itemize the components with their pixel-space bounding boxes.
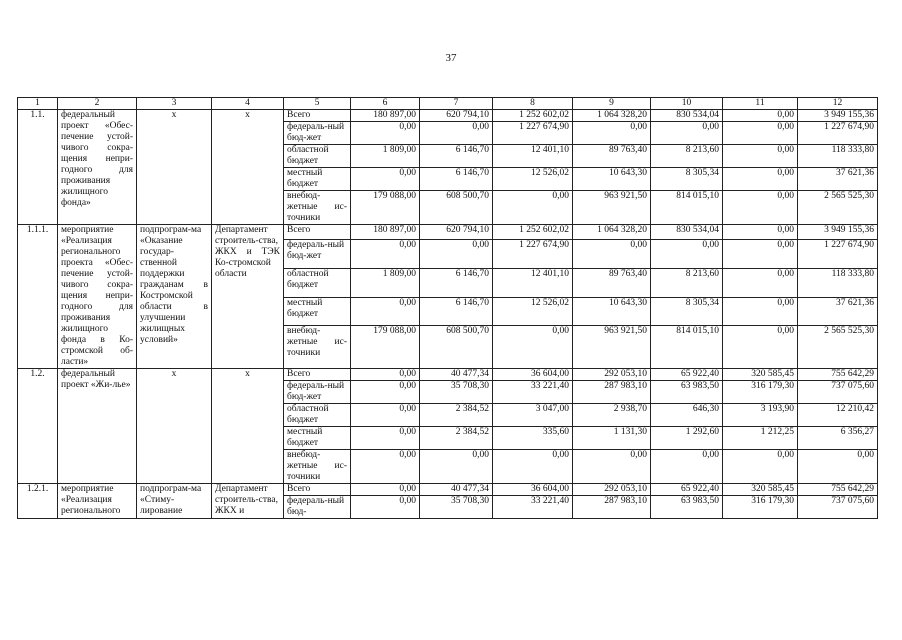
amount-cell: 12 210,42	[798, 404, 878, 427]
amount-cell: 12 526,02	[493, 297, 573, 326]
amount-cell: 1 064 328,20	[573, 110, 651, 122]
amount-cell: 608 500,70	[420, 191, 493, 225]
amount-cell: 6 146,70	[420, 268, 493, 297]
amount-cell: 1 131,30	[573, 427, 651, 450]
amount-cell: 89 763,40	[573, 145, 651, 168]
amount-cell: 0,00	[420, 240, 493, 269]
amount-cell: 0,00	[493, 450, 573, 484]
amount-cell: 179 088,00	[351, 326, 420, 369]
amount-cell: 3 193,90	[723, 404, 798, 427]
amount-cell: 0,00	[651, 450, 723, 484]
measure-name: мероприятие «Реализация регионального проекта «Обес-печение устой-чивого сокра-щения непри-годного для проживания жилищного фонда в Ко-стромской об-ласти»	[58, 225, 137, 369]
table-row	[18, 225, 878, 240]
funding-source: областной бюджет	[284, 268, 351, 297]
amount-cell: 0,00	[798, 450, 878, 484]
amount-cell: 963 921,50	[573, 191, 651, 225]
amount-cell: 3 949 155,36	[798, 225, 878, 240]
amount-cell: 0,00	[573, 122, 651, 145]
table-row	[18, 369, 878, 381]
amount-cell: 0,00	[351, 450, 420, 484]
amount-cell: 1 227 674,90	[798, 122, 878, 145]
funding-source: областной бюджет	[284, 404, 351, 427]
funding-source: внебюд-жетные ис-точники	[284, 191, 351, 225]
amount-cell: 8 305,34	[651, 297, 723, 326]
amount-cell: 830 534,04	[651, 110, 723, 122]
amount-cell: 0,00	[351, 297, 420, 326]
amount-cell: 0,00	[723, 326, 798, 369]
amount-cell: 2 938,70	[573, 404, 651, 427]
amount-cell: 12 401,10	[493, 145, 573, 168]
amount-cell: 6 146,70	[420, 297, 493, 326]
page-number: 37	[445, 52, 457, 64]
amount-cell: 0,00	[723, 268, 798, 297]
column-header: 5	[284, 98, 351, 110]
measure-name: федеральный проект «Жи-лье»	[58, 369, 137, 484]
amount-cell: 335,60	[493, 427, 573, 450]
amount-cell: 6 146,70	[420, 145, 493, 168]
amount-cell: 0,00	[573, 450, 651, 484]
row-id: 1.2.1.	[18, 484, 58, 519]
amount-cell: 814 015,10	[651, 326, 723, 369]
funding-source: областной бюджет	[284, 145, 351, 168]
column-header: 11	[723, 98, 798, 110]
amount-cell: 737 075,60	[798, 496, 878, 519]
amount-cell: 755 642,29	[798, 369, 878, 381]
responsible-executor: Департамент строитель-ства, ЖКХ и ТЭК Ко-стромской области	[212, 225, 284, 369]
amount-cell: 40 477,34	[420, 369, 493, 381]
amount-cell: 0,00	[723, 168, 798, 191]
amount-cell: 1 809,00	[351, 268, 420, 297]
funding-source: Всего	[284, 225, 351, 240]
amount-cell: 36 604,00	[493, 484, 573, 496]
amount-cell: 2 565 525,30	[798, 326, 878, 369]
funding-source: Всего	[284, 484, 351, 496]
amount-cell: 33 221,40	[493, 381, 573, 404]
funding-source: местный бюджет	[284, 427, 351, 450]
amount-cell: 646,30	[651, 404, 723, 427]
column-header: 4	[212, 98, 284, 110]
amount-cell: 1 227 674,90	[798, 240, 878, 269]
measure-name: мероприятие «Реализация регионального	[58, 484, 137, 519]
funding-source: Всего	[284, 110, 351, 122]
subprogram: подпрограм-ма «Стиму-лирование	[137, 484, 212, 519]
funding-source: Всего	[284, 369, 351, 381]
amount-cell: 2 384,52	[420, 427, 493, 450]
funding-source: федераль-ный бюд-	[284, 496, 351, 519]
funding-source: внебюд-жетные ис-точники	[284, 326, 351, 369]
amount-cell: 0,00	[723, 122, 798, 145]
amount-cell: 0,00	[420, 122, 493, 145]
amount-cell: 0,00	[573, 240, 651, 269]
row-id: 1.1.	[18, 110, 58, 225]
column-header: 6	[351, 98, 420, 110]
budget-table	[17, 97, 878, 519]
amount-cell: 0,00	[723, 297, 798, 326]
funding-source: федераль-ный бюд-жет	[284, 381, 351, 404]
amount-cell: 2 384,52	[420, 404, 493, 427]
amount-cell: 3 047,00	[493, 404, 573, 427]
amount-cell: 1 064 328,20	[573, 225, 651, 240]
amount-cell: 8 213,60	[651, 145, 723, 168]
amount-cell: 0,00	[351, 122, 420, 145]
amount-cell: 0,00	[420, 450, 493, 484]
amount-cell: 1 227 674,90	[493, 240, 573, 269]
amount-cell: 8 213,60	[651, 268, 723, 297]
amount-cell: 10 643,30	[573, 297, 651, 326]
responsible-executor: х	[212, 110, 284, 225]
row-id: 1.2.	[18, 369, 58, 484]
column-header: 1	[18, 98, 58, 110]
funding-source: внебюд-жетные ис-точники	[284, 450, 351, 484]
amount-cell: 0,00	[351, 404, 420, 427]
amount-cell: 0,00	[723, 110, 798, 122]
amount-cell: 0,00	[723, 225, 798, 240]
column-header: 3	[137, 98, 212, 110]
amount-cell: 737 075,60	[798, 381, 878, 404]
amount-cell: 320 585,45	[723, 369, 798, 381]
responsible-executor: х	[212, 369, 284, 484]
amount-cell: 89 763,40	[573, 268, 651, 297]
amount-cell: 1 252 602,02	[493, 110, 573, 122]
amount-cell: 287 983,10	[573, 496, 651, 519]
amount-cell: 33 221,40	[493, 496, 573, 519]
amount-cell: 0,00	[351, 381, 420, 404]
amount-cell: 10 643,30	[573, 168, 651, 191]
amount-cell: 180 897,00	[351, 225, 420, 240]
amount-cell: 12 401,10	[493, 268, 573, 297]
amount-cell: 1 227 674,90	[493, 122, 573, 145]
header-row	[18, 98, 878, 110]
subprogram: х	[137, 110, 212, 225]
column-header: 10	[651, 98, 723, 110]
amount-cell: 316 179,30	[723, 496, 798, 519]
row-id: 1.1.1.	[18, 225, 58, 369]
amount-cell: 1 809,00	[351, 145, 420, 168]
amount-cell: 0,00	[493, 326, 573, 369]
amount-cell: 118 333,80	[798, 268, 878, 297]
amount-cell: 8 305,34	[651, 168, 723, 191]
amount-cell: 3 949 155,36	[798, 110, 878, 122]
amount-cell: 6 146,70	[420, 168, 493, 191]
funding-source: местный бюджет	[284, 168, 351, 191]
amount-cell: 292 053,10	[573, 484, 651, 496]
amount-cell: 1 212,25	[723, 427, 798, 450]
amount-cell: 620 794,10	[420, 110, 493, 122]
amount-cell: 287 983,10	[573, 381, 651, 404]
amount-cell: 963 921,50	[573, 326, 651, 369]
funding-source: местный бюджет	[284, 297, 351, 326]
amount-cell: 814 015,10	[651, 191, 723, 225]
amount-cell: 6 356,27	[798, 427, 878, 450]
measure-name: федеральный проект «Обес-печение устой-чивого сокра-щения непри-годного для проживания жилищного фонда»	[58, 110, 137, 225]
table-row	[18, 484, 878, 496]
amount-cell: 0,00	[351, 240, 420, 269]
column-header: 12	[798, 98, 878, 110]
amount-cell: 12 526,02	[493, 168, 573, 191]
amount-cell: 0,00	[651, 240, 723, 269]
amount-cell: 0,00	[723, 191, 798, 225]
amount-cell: 0,00	[493, 191, 573, 225]
amount-cell: 0,00	[351, 484, 420, 496]
subprogram: подпрограм-ма «Оказание государ-ственной поддержки гражданам в Костромской области в улучшении жилищных условий»	[137, 225, 212, 369]
subprogram: х	[137, 369, 212, 484]
amount-cell: 755 642,29	[798, 484, 878, 496]
amount-cell: 37 621,36	[798, 168, 878, 191]
amount-cell: 320 585,45	[723, 484, 798, 496]
amount-cell: 37 621,36	[798, 297, 878, 326]
amount-cell: 1 292,60	[651, 427, 723, 450]
amount-cell: 65 922,40	[651, 369, 723, 381]
amount-cell: 63 983,50	[651, 496, 723, 519]
amount-cell: 65 922,40	[651, 484, 723, 496]
funding-source: федераль-ный бюд-жет	[284, 240, 351, 269]
amount-cell: 0,00	[351, 369, 420, 381]
amount-cell: 36 604,00	[493, 369, 573, 381]
amount-cell: 0,00	[723, 240, 798, 269]
amount-cell: 0,00	[651, 122, 723, 145]
amount-cell: 179 088,00	[351, 191, 420, 225]
amount-cell: 40 477,34	[420, 484, 493, 496]
amount-cell: 0,00	[723, 450, 798, 484]
amount-cell: 608 500,70	[420, 326, 493, 369]
amount-cell: 1 252 602,02	[493, 225, 573, 240]
amount-cell: 118 333,80	[798, 145, 878, 168]
column-header: 2	[58, 98, 137, 110]
amount-cell: 0,00	[351, 427, 420, 450]
amount-cell: 63 983,50	[651, 381, 723, 404]
column-header: 8	[493, 98, 573, 110]
funding-source: федераль-ный бюд-жет	[284, 122, 351, 145]
column-header: 9	[573, 98, 651, 110]
table-row	[18, 110, 878, 122]
responsible-executor: Департамент строитель-ства, ЖКХ и	[212, 484, 284, 519]
amount-cell: 35 708,30	[420, 496, 493, 519]
amount-cell: 0,00	[351, 168, 420, 191]
column-header: 7	[420, 98, 493, 110]
amount-cell: 830 534,04	[651, 225, 723, 240]
amount-cell: 0,00	[723, 145, 798, 168]
amount-cell: 292 053,10	[573, 369, 651, 381]
amount-cell: 316 179,30	[723, 381, 798, 404]
amount-cell: 2 565 525,30	[798, 191, 878, 225]
amount-cell: 0,00	[351, 496, 420, 519]
amount-cell: 180 897,00	[351, 110, 420, 122]
amount-cell: 620 794,10	[420, 225, 493, 240]
amount-cell: 35 708,30	[420, 381, 493, 404]
